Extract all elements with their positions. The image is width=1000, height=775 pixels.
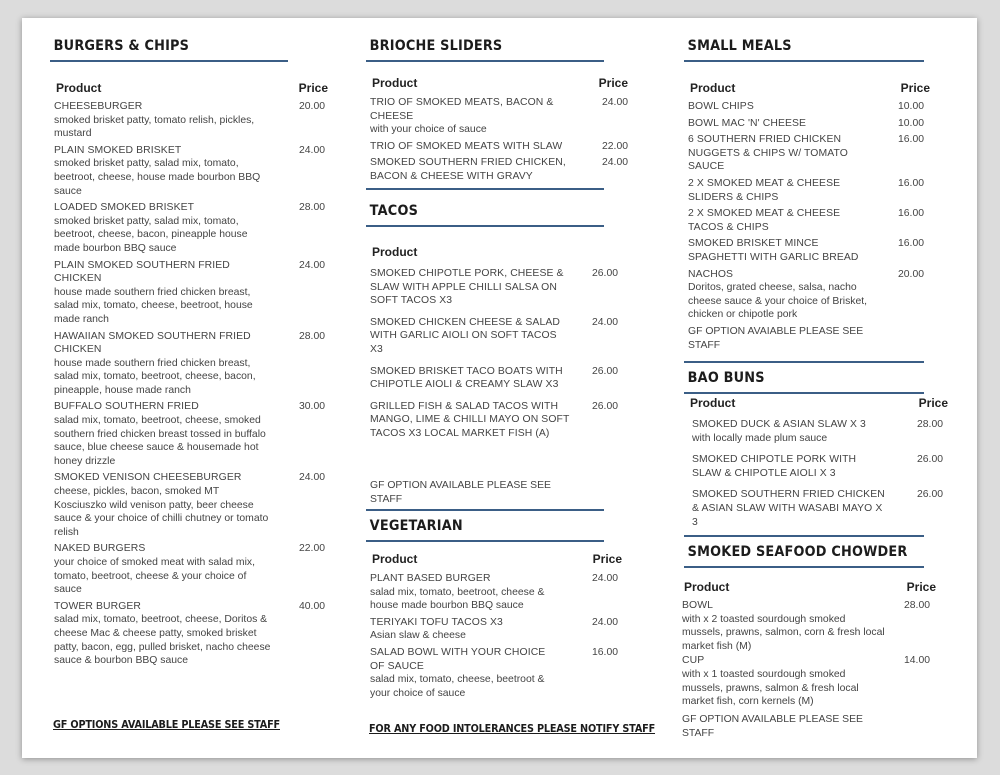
item-price: 24.00 — [299, 144, 326, 156]
section-title: BURGERS & CHIPS — [53, 38, 190, 54]
item-description: Asian slaw & cheese — [370, 630, 466, 642]
header-product: Product — [372, 552, 418, 566]
item-price: 16.00 — [898, 238, 925, 250]
tacos-list — [370, 267, 632, 449]
header-price: Price — [592, 552, 622, 566]
header-price: Price — [298, 81, 328, 95]
header-product: Product — [684, 580, 730, 594]
item-name: PLANT BASED BURGER — [370, 573, 491, 584]
item-price: 24.00 — [299, 472, 326, 484]
item-name: LOADED SMOKED BRISKET — [54, 202, 195, 214]
item-description: your choice of smoked meat with salad mix, tomato, beetroot, cheese & your choice of sauce — [54, 557, 255, 596]
item-price: 10.00 — [898, 101, 925, 112]
item-price: 28.00 — [917, 419, 944, 430]
item-price: 20.00 — [299, 101, 326, 112]
item-description: smoked brisket patty, salad mix, tomato, beetroot, cheese, house made bourbon BBQ sauce — [54, 158, 261, 197]
section-title: SMOKED SEAFOOD CHOWDER — [687, 544, 908, 560]
menu-item — [54, 259, 334, 327]
item-price: 40.00 — [299, 600, 326, 612]
item-description: salad mix, tomato, cheese, beetroot & your choice of sauce — [370, 674, 545, 699]
item-name: SMOKED CHIPOTLE PORK, CHEESE & SLAW WITH APPLE CHILLI SALSA ON SOFT TACOS X3 — [370, 268, 564, 307]
menu-item — [54, 542, 334, 596]
bao-header — [690, 396, 948, 410]
section-title: BAO BUNS — [687, 370, 765, 386]
item-description: with your choice of sauce — [370, 124, 487, 136]
section-chowder — [684, 544, 924, 568]
item-price: 24.00 — [592, 316, 619, 328]
section-burgers — [50, 38, 288, 62]
menu-item — [688, 117, 933, 131]
item-price: 28.00 — [299, 330, 326, 342]
menu-item — [370, 156, 632, 183]
item-name: TERIYAKI TOFU TACOS X3 — [370, 616, 503, 628]
item-price: 14.00 — [904, 655, 931, 667]
item-name: TOWER BURGER — [54, 600, 142, 612]
menu-item — [688, 100, 933, 114]
menu-item — [54, 201, 334, 255]
item-name: NAKED BURGERS — [54, 543, 146, 555]
item-name: SMOKED VENISON CHEESEBURGER — [54, 472, 242, 484]
header-price: Price — [900, 81, 930, 95]
menu-item — [370, 646, 632, 700]
section-title: TACOS — [369, 203, 419, 219]
item-name: TRIO OF SMOKED MEATS WITH SLAW — [370, 140, 563, 152]
item-description: smoked brisket patty, salad mix, tomato, beetroot, cheese, bacon, pineapple house made bourbon BBQ sauce — [54, 215, 248, 254]
gf-option-note: GF OPTION AVAIABLE PLEASE SEE STAFF — [688, 326, 864, 351]
item-name: PLAIN SMOKED SOUTHERN FRIED CHICKEN — [54, 259, 230, 285]
item-price: 24.00 — [592, 616, 619, 628]
item-name: GRILLED FISH & SALAD TACOS WITH MANGO, LIME & CHILLI MAYO ON SOFT TACOS X3 LOCAL MARKET FISH (A) — [370, 400, 570, 439]
menu-item — [692, 453, 949, 480]
menu-item — [370, 316, 632, 357]
burgers-header — [56, 81, 328, 95]
header-product: Product — [690, 396, 736, 410]
chowder-header — [684, 580, 936, 594]
menu-item — [682, 654, 937, 708]
item-name: CHEESEBURGER — [54, 101, 143, 112]
section-title: SMALL MEALS — [687, 38, 792, 54]
item-price: 24.00 — [602, 157, 629, 169]
bao-list — [692, 418, 949, 537]
section-title: BRIOCHE SLIDERS — [369, 38, 503, 54]
section-divider — [366, 540, 604, 542]
section-tacos — [366, 203, 604, 227]
item-price: 26.00 — [917, 454, 944, 466]
menu-item — [688, 177, 933, 204]
menu-item — [370, 267, 632, 308]
item-price: 10.00 — [898, 117, 925, 129]
section-divider — [366, 60, 604, 62]
header-product: Product — [372, 245, 418, 259]
section-divider — [366, 188, 604, 190]
item-name: BOWL MAC 'N' CHEESE — [688, 117, 807, 129]
item-description: with x 1 toasted sourdough smoked mussels, prawns, salmon & fresh local market fish, corn kernels (M) — [682, 668, 859, 708]
item-name: 6 SOUTHERN FRIED CHICKEN NUGGETS & CHIPS W/ TOMATO SAUCE — [688, 134, 848, 173]
item-name: HAWAIIAN SMOKED SOUTHERN FRIED CHICKEN — [54, 330, 251, 356]
item-price: 16.00 — [898, 208, 925, 220]
menu-item — [370, 365, 632, 392]
tacos-header — [372, 245, 628, 259]
header-price: Price — [598, 76, 628, 90]
menu-item — [370, 140, 632, 154]
header-product: Product — [56, 81, 102, 95]
gf-options-note: GF OPTIONS AVAILABLE PLEASE SEE STAFF — [53, 718, 280, 731]
menu-item — [54, 600, 334, 668]
item-name: 2 X SMOKED MEAT & CHEESE SLIDERS & CHIPS — [688, 177, 841, 203]
item-price: 22.00 — [299, 543, 326, 555]
item-price: 30.00 — [299, 401, 326, 413]
sliders-list — [370, 96, 632, 187]
item-name: SMOKED CHIPOTLE PORK WITH SLAW & CHIPOTLE AIOLI X 3 — [692, 454, 857, 479]
item-price: 26.00 — [592, 400, 619, 412]
menu-item — [370, 96, 632, 137]
menu-item — [692, 418, 949, 445]
menu-item — [370, 616, 632, 643]
menu-item — [688, 207, 933, 234]
item-description: cheese, pickles, bacon, smoked MT Kosciuszko wild venison patty, beer cheese sauce & your choice of chilli chutney or tomato relish — [54, 486, 269, 538]
item-description: salad mix, tomato, beetroot, cheese, Doritos & cheese Mac & cheese patty, smoked brisket patty, bacon, egg, pulled brisket, nacho cheese sauce & bourbon BBQ sauce — [54, 614, 271, 667]
header-price: Price — [918, 396, 948, 410]
item-description: smoked brisket patty, tomato relish, pickles, mustard — [54, 114, 255, 140]
menu-item — [692, 488, 949, 529]
section-divider — [684, 392, 924, 394]
menu-item — [54, 144, 334, 198]
section-vegetarian — [366, 518, 604, 542]
section-sliders — [366, 38, 604, 62]
section-divider — [684, 361, 924, 363]
section-title: VEGETARIAN — [369, 518, 463, 534]
item-name: SMOKED SOUTHERN FRIED CHICKEN, BACON & CHEESE WITH GRAVY — [370, 157, 566, 182]
menu-sheet — [22, 18, 977, 758]
item-price: 28.00 — [904, 600, 931, 611]
small-meals-list — [688, 100, 933, 325]
item-price: 28.00 — [299, 202, 326, 214]
item-price: 16.00 — [592, 646, 619, 658]
item-price: 16.00 — [898, 177, 925, 189]
gf-option-note: GF OPTION AVAILABLE PLEASE SEE STAFF — [682, 714, 863, 739]
item-name: PLAIN SMOKED BRISKET — [54, 144, 182, 156]
item-name: CUP — [682, 655, 705, 667]
menu-item — [54, 100, 334, 141]
item-description: salad mix, tomato, beetroot, cheese & house made bourbon BBQ sauce — [370, 586, 545, 612]
section-divider — [684, 60, 924, 62]
header-product: Product — [372, 76, 418, 90]
item-price: 24.00 — [602, 97, 629, 108]
menu-item — [688, 133, 933, 174]
menu-item — [688, 237, 933, 264]
item-name: NACHOS — [688, 268, 734, 280]
header-price: Price — [906, 580, 936, 594]
item-price: 16.00 — [898, 134, 925, 146]
menu-item — [54, 471, 334, 539]
item-name: SMOKED DUCK & ASIAN SLAW X 3 — [692, 419, 866, 430]
small-meals-header — [690, 81, 930, 95]
item-name: SALAD BOWL WITH YOUR CHOICE OF SAUCE — [370, 646, 546, 672]
section-bao-buns — [684, 370, 924, 394]
vegetarian-list — [370, 572, 632, 703]
chowder-list — [682, 599, 937, 710]
menu-item — [370, 400, 632, 441]
item-description: with x 2 toasted sourdough smoked mussels, prawns, salmon, corn & fresh local market fish (M) — [682, 613, 885, 652]
item-name: BOWL — [682, 600, 713, 611]
item-price: 24.00 — [299, 259, 326, 271]
item-description: with locally made plum sauce — [692, 432, 828, 444]
item-price: 26.00 — [917, 489, 944, 501]
item-price: 26.00 — [592, 365, 619, 377]
gf-option-note: GF OPTION AVAILABLE PLEASE SEE STAFF — [370, 480, 551, 505]
section-divider — [50, 60, 288, 62]
menu-item — [54, 330, 334, 398]
menu-item — [54, 400, 334, 468]
item-description: house made southern fried chicken breast, salad mix, tomato, beetroot, cheese, bacon, pineapple, house made ranch — [54, 357, 256, 396]
item-price: 20.00 — [898, 268, 925, 280]
item-name: SMOKED BRISKET TACO BOATS WITH CHIPOTLE AIOLI & CREAMY SLAW X3 — [370, 365, 563, 391]
item-description: house made southern fried chicken breast, salad mix, tomato, cheese, beetroot, house made ranch — [54, 286, 253, 325]
item-name: SMOKED CHICKEN CHEESE & SALAD WITH GARLIC AIOLI ON SOFT TACOS X3 — [370, 316, 560, 355]
item-name: TRIO OF SMOKED MEATS, BACON & CHEESE — [370, 97, 554, 122]
item-name: SMOKED SOUTHERN FRIED CHICKEN & ASIAN SLAW WITH WASABI MAYO X 3 — [692, 489, 885, 528]
intolerances-note: FOR ANY FOOD INTOLERANCES PLEASE NOTIFY STAFF — [369, 722, 656, 735]
item-price: 24.00 — [592, 573, 619, 584]
section-divider — [366, 509, 604, 511]
menu-item — [370, 572, 632, 613]
item-description: salad mix, tomato, beetroot, cheese, smoked southern fried chicken breast tossed in buffalo sauce, blue cheese sauce & housemade hot honey drizzle — [54, 415, 266, 467]
vegetarian-header — [372, 552, 622, 566]
menu-item — [688, 268, 933, 322]
header-product: Product — [690, 81, 736, 95]
sliders-header — [372, 76, 628, 90]
section-divider — [684, 535, 924, 537]
section-divider — [684, 566, 924, 568]
item-name: SMOKED BRISKET MINCE SPAGHETTI WITH GARLIC BREAD — [688, 238, 859, 263]
menu-item — [682, 599, 937, 653]
item-description: Doritos, grated cheese, salsa, nacho cheese sauce & your choice of Brisket, chicken or chipotle pork — [688, 282, 868, 321]
item-name: BUFFALO SOUTHERN FRIED — [54, 401, 199, 413]
section-small-meals — [684, 38, 924, 62]
item-price: 26.00 — [592, 268, 619, 279]
section-divider — [366, 225, 604, 227]
item-price: 22.00 — [602, 140, 629, 152]
item-name: BOWL CHIPS — [688, 101, 754, 112]
item-name: 2 X SMOKED MEAT & CHEESE TACOS & CHIPS — [688, 208, 841, 233]
burgers-list — [54, 100, 334, 671]
